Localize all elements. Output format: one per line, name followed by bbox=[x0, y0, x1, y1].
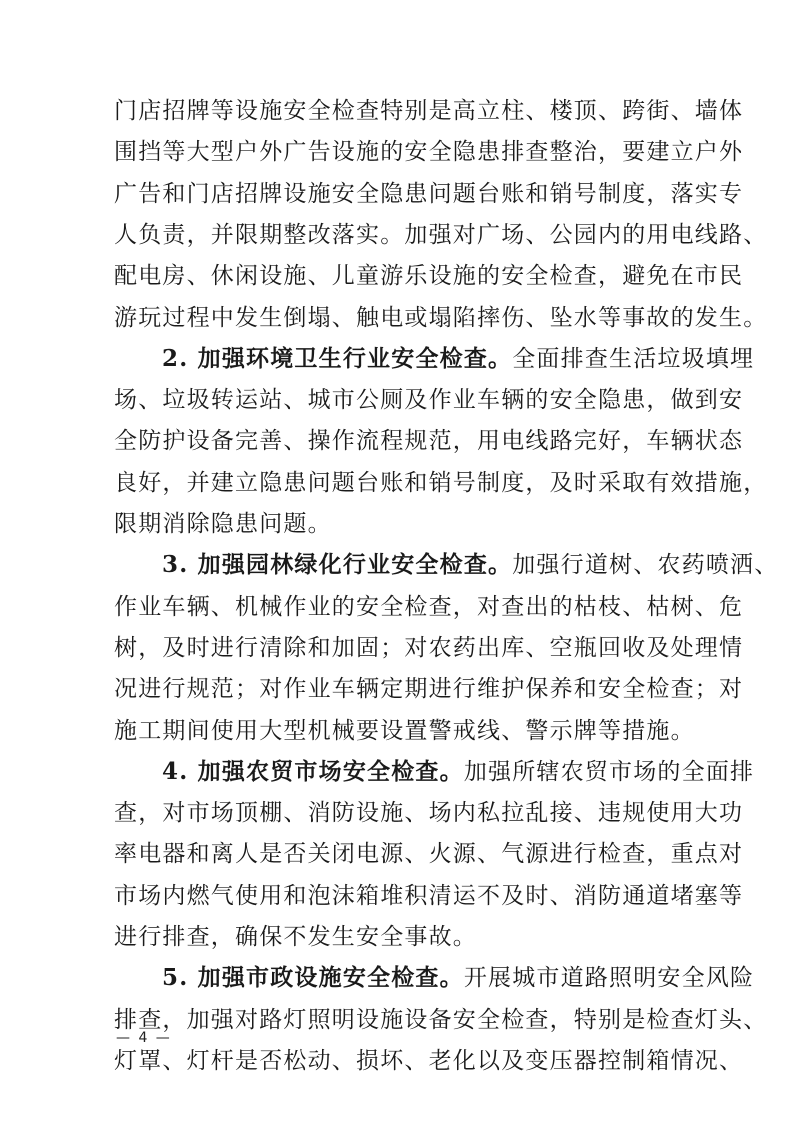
paragraph-line: 率电器和离人是否关闭电源、火源、气源进行检查，重点对 bbox=[114, 841, 744, 868]
section-heading: 2. 加强环境卫生行业安全检查。 bbox=[162, 344, 513, 372]
paragraph-line: 施工期间使用大型机械要设置警戒线、警示牌等措施。 bbox=[114, 717, 695, 744]
paragraph-line: 况进行规范；对作业车辆定期进行维护保养和安全检查；对 bbox=[114, 676, 744, 703]
paragraph-line: 配电房、休闲设施、儿童游乐设施的安全检查，避免在市民 bbox=[114, 263, 744, 290]
section-first-line bbox=[162, 550, 778, 580]
section-text: 加强行道树、农药喷洒、 bbox=[512, 552, 779, 579]
paragraph-line: 门店招牌等设施安全检查特别是高立柱、楼顶、跨街、墙体 bbox=[114, 98, 744, 124]
page-number: — 4 — bbox=[116, 1030, 172, 1046]
section-text: 开展城市道路照明安全风险 bbox=[463, 965, 755, 992]
paragraph-line: 树，及时进行清除和加固；对农药出库、空瓶回收及处理情 bbox=[114, 634, 744, 661]
paragraph-line: 进行排查，确保不发生安全事故。 bbox=[114, 924, 477, 950]
paragraph-line: 查，对市场顶棚、消防设施、场内私拉乱接、违规使用大功 bbox=[114, 800, 744, 827]
section-text: 加强所辖农贸市场的全面排 bbox=[463, 758, 755, 785]
paragraph-line: 人负责，并限期整改落实。加强对广场、公园内的用电线路、 bbox=[114, 221, 768, 248]
paragraph-line: 排查，加强对路灯照明设施设备安全检查，特别是检查灯头、 bbox=[114, 1006, 768, 1033]
section-heading: 5. 加强市政设施安全检查。 bbox=[162, 964, 464, 992]
section-heading: 3. 加强园林绿化行业安全检查。 bbox=[162, 551, 513, 579]
paragraph-line: 限期消除隐患问题。 bbox=[114, 511, 332, 537]
section-heading: 4. 加强农贸市场安全检查。 bbox=[162, 757, 464, 785]
section-first-line bbox=[162, 344, 754, 374]
paragraph-line: 围挡等大型户外广告设施的安全隐患排查整治，要建立户外 bbox=[114, 139, 744, 166]
section-first-line bbox=[162, 963, 754, 993]
paragraph-line: 场、垃圾转运站、城市公厕及作业车辆的安全隐患，做到安 bbox=[114, 387, 744, 414]
paragraph-line: 作业车辆、机械作业的安全检查，对查出的枯枝、枯树、危 bbox=[114, 593, 744, 620]
paragraph-line: 全防护设备完善、操作流程规范，用电线路完好，车辆状态 bbox=[114, 428, 744, 455]
paragraph-line: 广告和门店招牌设施安全隐患问题台账和销号制度，落实专 bbox=[114, 180, 744, 207]
paragraph-line: 市场内燃气使用和泡沫箱堆积清运不及时、消防通道堵塞等 bbox=[114, 882, 744, 909]
section-first-line bbox=[162, 757, 754, 787]
paragraph-line: 游玩过程中发生倒塌、触电或塌陷摔伤、坠水等事故的发生。 bbox=[114, 304, 768, 331]
paragraph-line: 良好，并建立隐患问题台账和销号制度，及时采取有效措施， bbox=[114, 469, 768, 496]
section-text: 全面排查生活垃圾填埋 bbox=[512, 345, 755, 372]
paragraph-line: 灯罩、灯杆是否松动、损坏、老化以及变压器控制箱情况、 bbox=[114, 1047, 744, 1074]
